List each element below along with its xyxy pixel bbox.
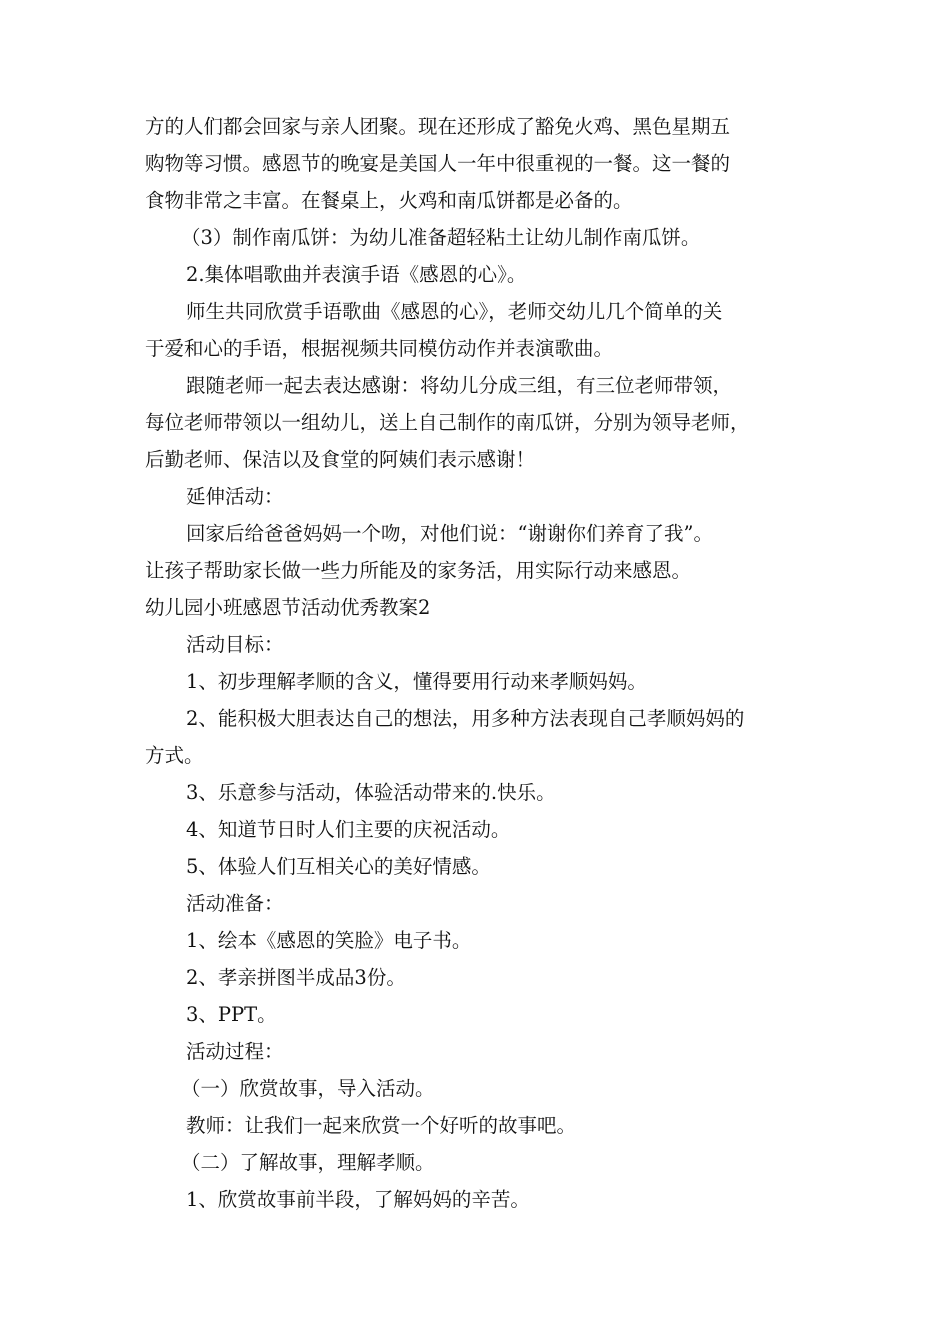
section-heading: 活动准备： bbox=[186, 892, 284, 915]
list-item: 2、孝亲拼图半成品3份。 bbox=[186, 966, 406, 989]
list-item: 1、初步理解孝顺的含义，懂得要用行动来孝顺妈妈。 bbox=[186, 670, 647, 693]
list-item: （二）了解故事，理解孝顺。 bbox=[181, 1151, 435, 1174]
text-line: （3）制作南瓜饼：为幼儿准备超轻粘土让幼儿制作南瓜饼。 bbox=[181, 226, 701, 249]
section-heading: 活动目标： bbox=[186, 633, 284, 656]
text-line: 2.集体唱歌曲并表演手语《感恩的心》。 bbox=[186, 263, 527, 286]
document-subtitle: 幼儿园小班感恩节活动优秀教案2 bbox=[145, 596, 431, 619]
section-heading: 活动过程： bbox=[186, 1040, 284, 1063]
text-line: 让孩子帮助家长做一些力所能及的家务活，用实际行动来感恩。 bbox=[145, 559, 692, 582]
text-line: 购物等习惯。感恩节的晚宴是美国人一年中很重视的一餐。这一餐的 bbox=[145, 152, 731, 175]
list-item: 3、乐意参与活动，体验活动带来的.快乐。 bbox=[186, 781, 556, 804]
text-line: 每位老师带领以一组幼儿，送上自己制作的南瓜饼，分别为领导老师， bbox=[145, 411, 750, 434]
text-line: 食物非常之丰富。在餐桌上，火鸡和南瓜饼都是必备的。 bbox=[145, 189, 633, 212]
text-line: 师生共同欣赏手语歌曲《感恩的心》，老师交幼儿几个简单的关 bbox=[186, 300, 723, 323]
list-item: 4、知道节日时人们主要的庆祝活动。 bbox=[186, 818, 511, 841]
list-item: 2、能积极大胆表达自己的想法，用多种方法表现自己孝顺妈妈的 bbox=[186, 707, 745, 730]
list-item: 1、欣赏故事前半段，了解妈妈的辛苦。 bbox=[186, 1188, 530, 1211]
list-item: 5、体验人们互相关心的美好情感。 bbox=[186, 855, 491, 878]
list-item: 3、PPT。 bbox=[186, 1003, 277, 1026]
section-heading: 延伸活动： bbox=[186, 485, 284, 508]
text-line: 方的人们都会回家与亲人团聚。现在还形成了豁免火鸡、黑色星期五 bbox=[145, 115, 731, 138]
text-line: 方式。 bbox=[145, 744, 204, 767]
text-line: 教师：让我们一起来欣赏一个好听的故事吧。 bbox=[186, 1114, 577, 1137]
document-body bbox=[145, 108, 815, 1218]
list-item: （一）欣赏故事，导入活动。 bbox=[181, 1077, 435, 1100]
text-line: 于爱和心的手语，根据视频共同模仿动作并表演歌曲。 bbox=[145, 337, 614, 360]
text-line: 跟随老师一起去表达感谢：将幼儿分成三组，有三位老师带领， bbox=[186, 374, 733, 397]
text-line: 回家后给爸爸妈妈一个吻，对他们说：“谢谢你们养育了我”。 bbox=[186, 522, 713, 545]
text-line: 后勤老师、保洁以及食堂的阿姨们表示感谢！ bbox=[145, 448, 536, 471]
list-item: 1、绘本《感恩的笑脸》电子书。 bbox=[186, 929, 472, 952]
